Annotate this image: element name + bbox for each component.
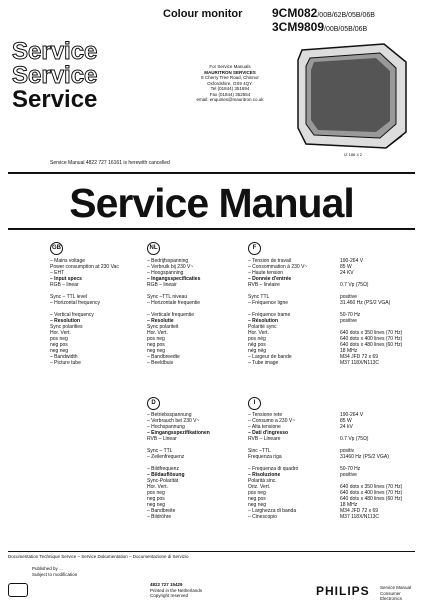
footer-note: Documentation Technique Service – Service Dokumentation – Documentazione di Servizio xyxy=(8,554,189,559)
image-code: IZ 186 4 2 xyxy=(344,152,363,157)
main-title: Service Manual xyxy=(69,180,354,226)
printed-note: Printed in the Netherlands xyxy=(150,588,203,593)
copyright-note: Copyright reserved xyxy=(150,593,189,598)
language-badge-d: D xyxy=(147,397,160,410)
manufacturer-stamp: For Service Manuals MAURITRON SERVICES 8 Cherry Tree Road, Chinnor Oxfordshire, OX9 4QY. Tel (01844) 351694 Fax (01844) 352554 email: enquiries@mauritron.co.uk xyxy=(196,64,264,102)
specs-gb: – Mains voltage Power consumption at 230 Vac – EHT – Input specs RGB – linear Sync – TTL level – Horizontal frequency – Vertical frequency – Resolution Sync polarities Hor. Vert. pos neg neg pos neg neg – Bandwidth – Picture tube xyxy=(50,258,119,366)
document-category: Colour monitor xyxy=(163,8,243,20)
specs-f: – Tension de travail – Consommation à 230 V~ – Haute tension – Donnée d'entrée RVB – linéaire Sync TTL – Fréquence ligne – Fréquence trame – Résolution Polarité sync Hor. Vert. pos nég nég pos nég nég – Largeur de bande – Tube image xyxy=(248,258,308,366)
language-badge-gb: GB xyxy=(50,242,63,255)
model-number-secondary: 3CM9809/00B/05B/06B xyxy=(272,20,368,34)
model-number-primary: 9CM082/00B/62B/05B/06B xyxy=(272,6,375,20)
specs-nl: – Bedrijfsspanning – Verbruik bij 230 V~ – Hoogspanning – Ingangsspecificaties RGB – lineair Sync –TTL niveau – Horizontale frequentie – Verticale frequentie – Resolutie Sync polariteit Hor. Vert. pos neg neg pos neg neg – Bandbreedte – Beeldbuis xyxy=(147,258,201,366)
footer-subject: Published by ... Subject to modification xyxy=(32,566,78,577)
language-badge-i: I xyxy=(248,397,261,410)
service-word-solid: Service xyxy=(12,86,98,113)
philips-shield-logo xyxy=(8,583,28,597)
philips-wordmark: PHILIPS xyxy=(316,584,370,598)
specs-d: – Betriebsspannung – Verbrauch bei 230 V~ – Hochspannung – Eingangsspezifikationen RVB – Linear Sync – TTL – Zeilenfrequenz – Bildfrequenz – Bildauflösung Sync-Polarität Hor. Vert. pos neg neg pos neg neg – Bandbreite – Bildröhre xyxy=(147,412,210,520)
divider-bottom xyxy=(8,228,415,230)
specs-i: – Tensione rete – Consumo a 230 V~ – Alta tensione – Dati d'ingresso RVB – Lineare Sinc –TTL Frequenza riga – Frequenza di quadro – Risoluzione Polarità sinc. Oriz. Vert. pos neg neg pos neg neg – Larghezza di banda – Cinescopio xyxy=(248,412,299,520)
language-badge-nl: NL xyxy=(147,242,160,255)
language-badge-f: F xyxy=(248,242,261,255)
service-word-outline-1: Service xyxy=(12,38,98,65)
footer-divider xyxy=(8,551,415,552)
monitor-illustration xyxy=(292,40,410,152)
footer-right-text: Service Manual Consumer Electronics xyxy=(380,585,412,601)
specs-values-top: 190-264 V 85 W 24 KV 0.7 Vp (75Ω) positive 31.460 Hz (PS/2 VGA) 50-70 Hz positive 640 dots x 350 lines (70 Hz) 640 dots x 400 lines (70 Hz) 640 dots x 480 lines (60 Hz) 18 MHz M34 JFD 72 x 69 M37 118X/N113C xyxy=(340,258,403,366)
part-number: 4822 727 15429 xyxy=(150,582,183,587)
specs-values-bottom: 190-264 V 85 W 24 kV 0.7 Vp (75Ω) positiv 31460 Hz (PS/2 VGA) 50-70 Hz positive 640 dots x 350 lines (70 Hz) 640 dots x 400 lines (70 Hz) 640 dots x 480 lines (60 Hz) 18 MHz M34 JFD 72 x 69 M37 118X/N113C xyxy=(340,412,403,520)
service-word-outline-2: Service xyxy=(12,62,98,89)
cancel-note: Service Manual 4822 727 16161 is herewith cancelled xyxy=(50,160,170,166)
divider-top xyxy=(8,172,415,174)
